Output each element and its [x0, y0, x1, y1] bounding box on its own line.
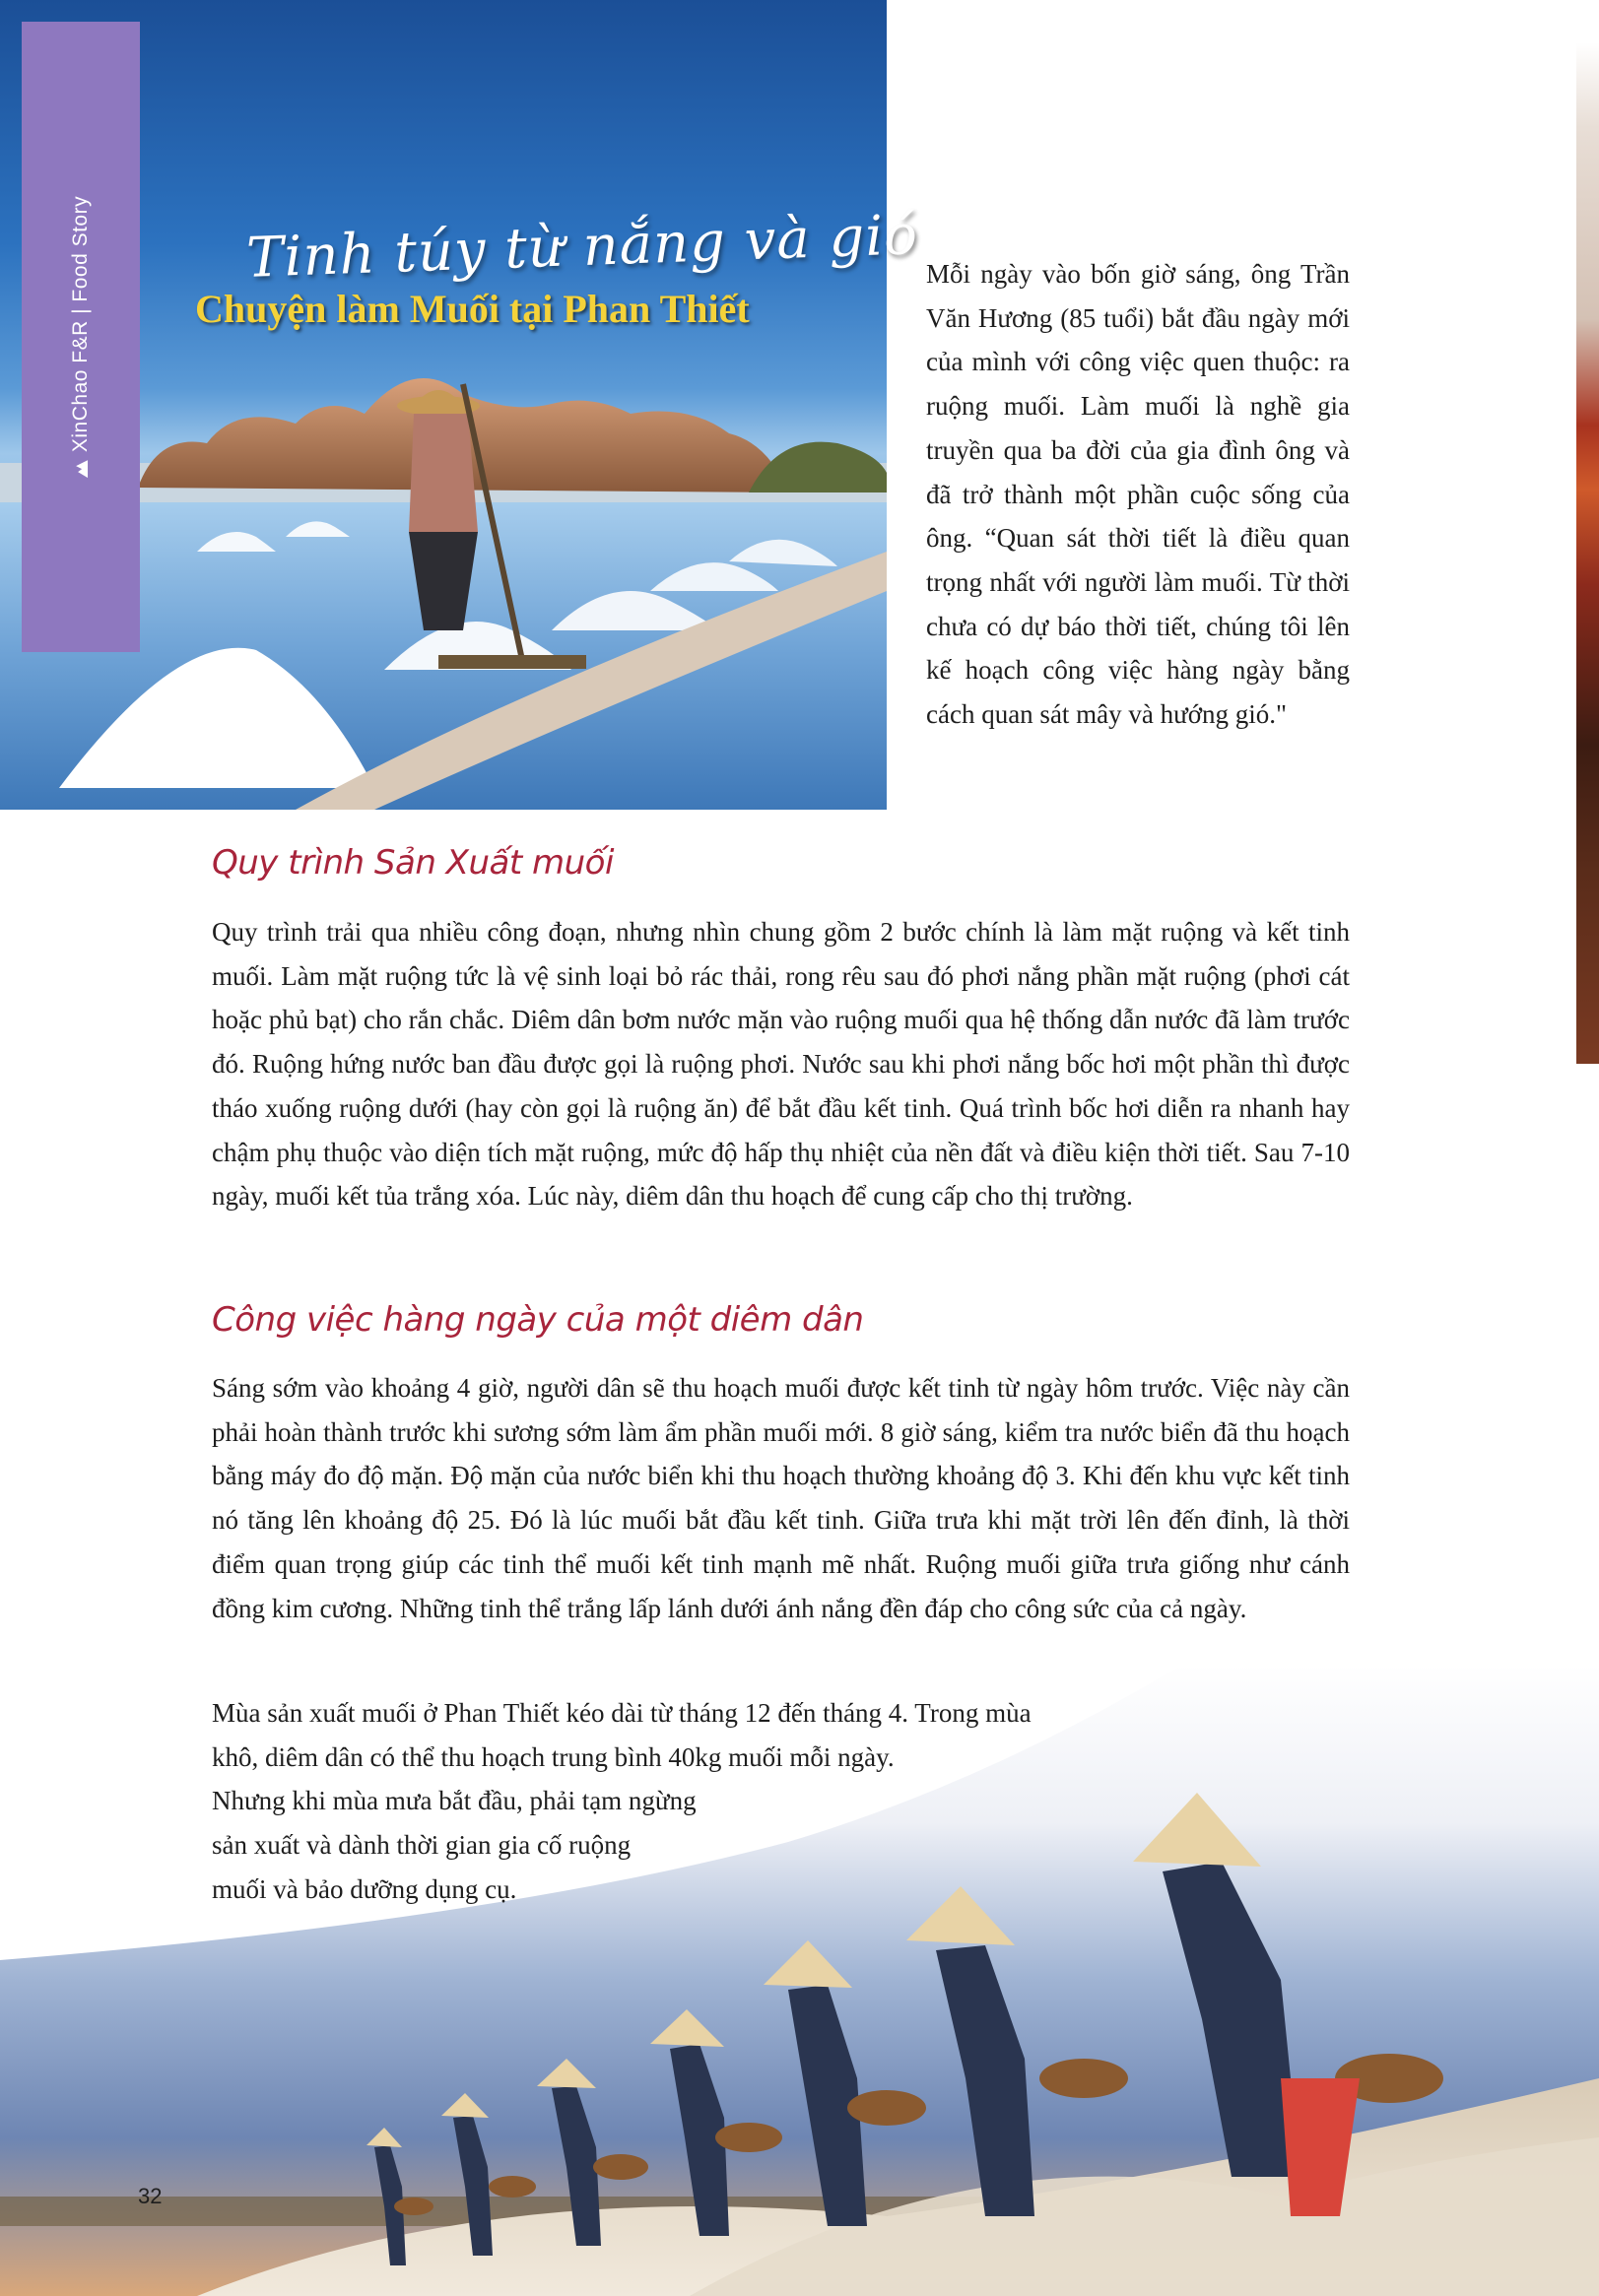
- section-heading-production: Quy trình Sản Xuất muối: [212, 843, 614, 883]
- page-number: 32: [138, 2184, 163, 2208]
- closing-line: Nhưng khi mùa mưa bắt đầu, phải tạm ngừng: [212, 1786, 697, 1816]
- hero-subtitle: Chuyện làm Muối tại Phan Thiết: [195, 287, 750, 331]
- closing-line: khô, diêm dân có thể thu hoạch trung bình 40kg muối mỗi ngày.: [212, 1741, 895, 1772]
- section-tab-label-container: [22, 22, 140, 652]
- mountain-icon: [74, 460, 88, 478]
- section-body-daily-work: Sáng sớm vào khoảng 4 giờ, người dân sẽ thu hoạch muối được kết tinh từ ngày hôm trước. Việc này cần phải hoàn thành trước khi sương sớm làm ẩm phần muối mới. 8 giờ sáng, kiểm tra nước biển đã thu hoạch bằng máy đo độ mặn. Độ mặn của nước biển khi thu hoạch thường khoảng độ 3. Khi đến khu vực kết tinh nó tăng lên khoảng độ 25. Đó là lúc muối bắt đầu kết tinh. Giữa trưa khi mặt trời lên đến đỉnh, là thời điểm quan trọng giúp các tinh thể muối kết tinh mạnh mẽ nhất. Ruộng muối giữa trưa giống như cánh đồng kim cương. Những tinh thể trắng lấp lánh dưới ánh nắng đền đáp cho công sức của cả ngày.: [212, 1373, 1350, 1623]
- edge-photo: [1576, 0, 1599, 1064]
- section-body-production: Quy trình trải qua nhiều công đoạn, nhưng nhìn chung gồm 2 bước chính là làm mặt ruộng và kết tinh muối. Làm mặt ruộng tức là vệ sinh loại bỏ rác thải, rong rêu sau đó phơi nắng phần mặt ruộng (phơi cát hoặc phủ bạt) cho rắn chắc. Diêm dân bơm nước mặn vào ruộng muối qua hệ thống dẫn nước đã làm trước đó. Ruộng hứng nước ban đầu được gọi là ruộng phơi. Nước sau khi phơi nắng bốc hơi một phần thì được tháo xuống ruộng dưới (hay còn gọi là ruộng ăn) để bắt đầu kết tinh. Quá trình bốc hơi diễn ra nhanh hay chậm phụ thuộc vào diện tích mặt ruộng, mức độ hấp thụ nhiệt của nền đất và điều kiện thời tiết. Sau 7-10 ngày, muối kết tủa trắng xóa. Lúc này, diêm dân thu hoạch để cung cấp cho thị trường.: [212, 917, 1350, 1212]
- closing-line: sản xuất và dành thời gian gia cố ruộng: [212, 1830, 632, 1861]
- intro-paragraph: Mỗi ngày vào bốn giờ sáng, ông Trần Văn Hương (85 tuổi) bắt đầu ngày mới của mình với công việc quen thuộc: ra ruộng muối. Làm muối là nghề gia truyền qua ba đời của gia đình ông và đã trở thành một phần cuộc sống của ông. “Quan sát thời tiết là điều quan trọng nhất với người làm muối. Từ thời chưa có dự báo thời tiết, chúng tôi lên kế hoạch công việc hàng ngày bằng cách quan sát mây và hướng gió.": [926, 259, 1350, 730]
- closing-line: Mùa sản xuất muối ở Phan Thiết kéo dài từ tháng 12 đến tháng 4. Trong mùa: [212, 1698, 1032, 1728]
- hero-title: Tinh túy từ nắng và gió: [245, 203, 919, 291]
- closing-line: muối và bảo dưỡng dụng cụ.: [212, 1873, 517, 1904]
- section-heading-daily-work: Công việc hàng ngày của một diêm dân: [212, 1300, 864, 1340]
- closing-paragraph: [212, 1691, 1148, 1912]
- section-tab-label: XinChao F&R | Food Story: [69, 195, 93, 453]
